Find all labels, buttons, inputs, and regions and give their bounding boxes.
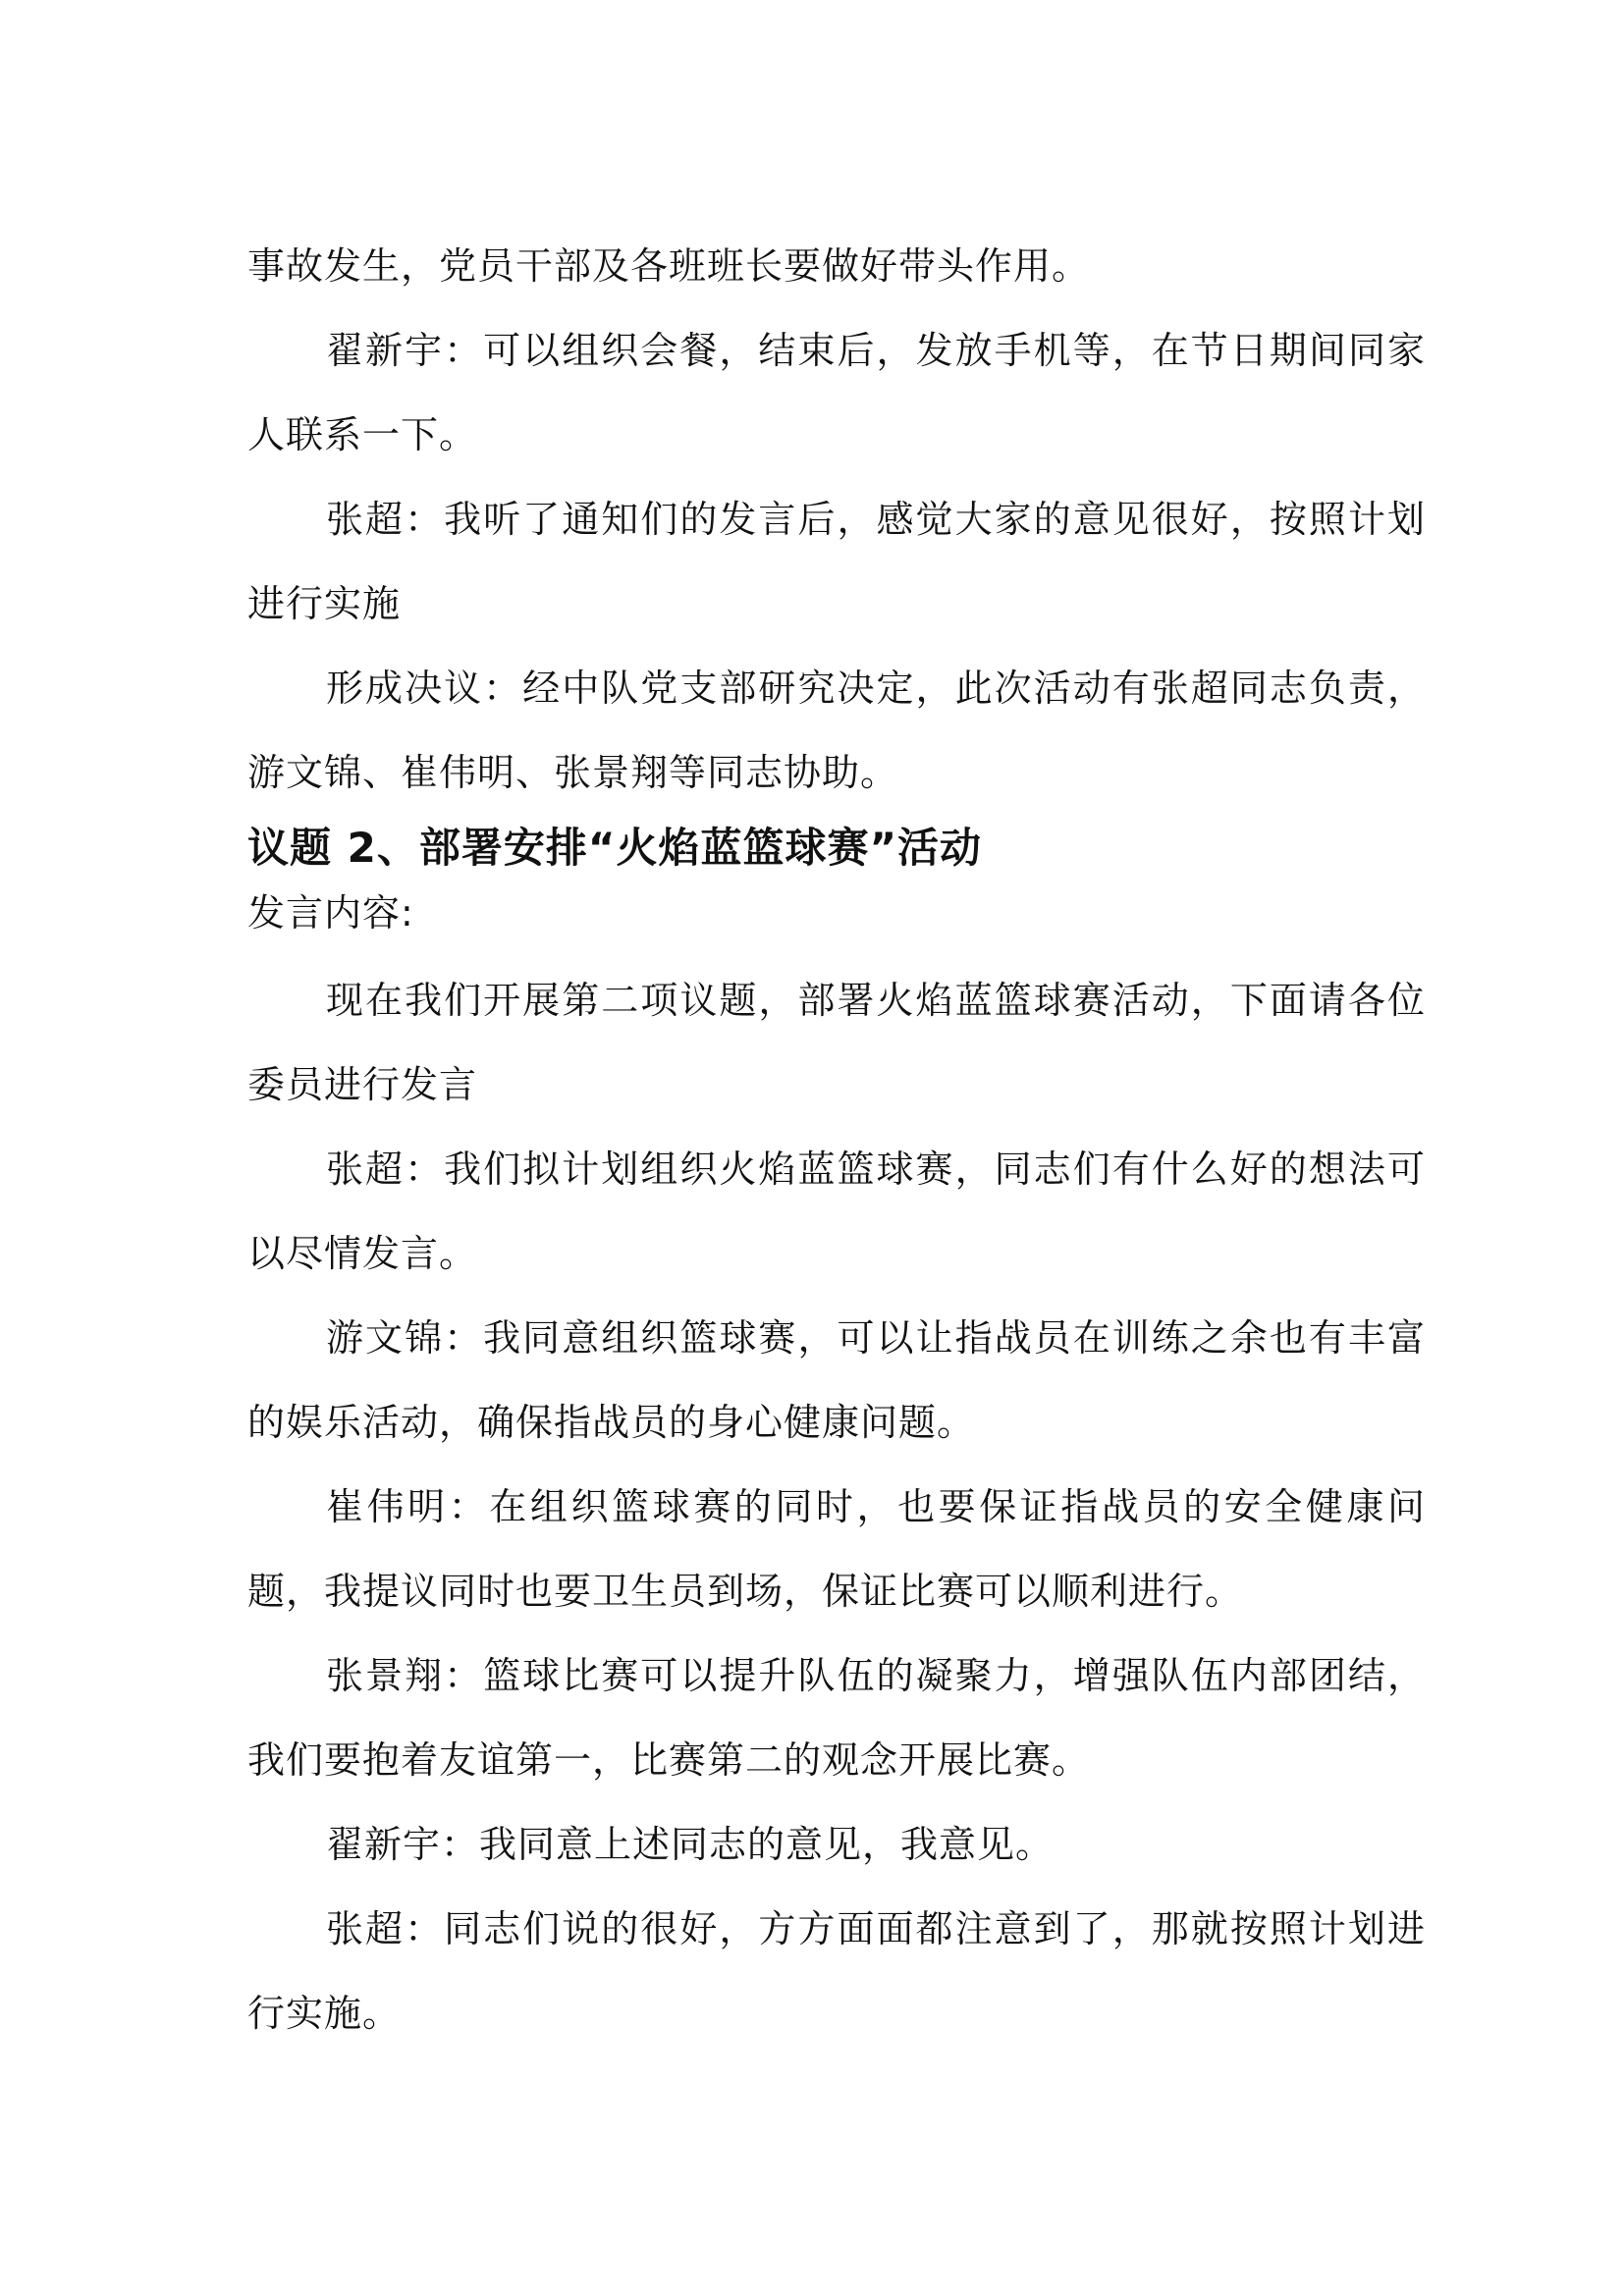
paragraph-speaker-zhang-chao: 张超：同志们说的很好，方方面面都注意到了，那就按照计划进行实施。	[247, 1907, 1426, 2035]
paragraph-speaker-zhai-xinyu: 翟新宇：我同意上述同志的意见，我意见。	[326, 1823, 1055, 1866]
paragraph-speaker-zhai-xinyu: 翟新宇：可以组织会餐，结束后，发放手机等，在节日期间同家人联系一下。	[247, 329, 1426, 456]
paragraph-speaker-zhang-chao: 张超：我听了通知们的发言后，感觉大家的意见很好，按照计划进行实施	[247, 498, 1426, 625]
paragraph-speaker-zhang-chao: 张超：我们拟计划组织火焰蓝篮球赛，同志们有什么好的想法可以尽情发言。	[247, 1148, 1426, 1275]
paragraph-resolution: 形成决议：经中队党支部研究决定，此次活动有张超同志负责，游文锦、崔伟明、张景翔等同志协助。	[247, 667, 1426, 794]
document-body	[247, 224, 1426, 2056]
speech-label: 发言内容:	[247, 891, 414, 934]
agenda-heading: 议题 2、部署安排“火焰蓝篮球赛”活动	[247, 824, 983, 872]
paragraph-continuation: 事故发生，党员干部及各班班长要做好带头作用。	[247, 244, 1091, 288]
paragraph-speaker-you-wenjin: 游文锦：我同意组织篮球赛，可以让指战员在训练之余也有丰富的娱乐活动，确保指战员的身心健康问题。	[247, 1316, 1426, 1444]
paragraph-opening: 现在我们开展第二项议题，部署火焰蓝篮球赛活动，下面请各位委员进行发言	[247, 979, 1426, 1106]
paragraph-speaker-cui-weiming: 崔伟明：在组织篮球赛的同时，也要保证指战员的安全健康问题，我提议同时也要卫生员到场，保证比赛可以顺利进行。	[247, 1485, 1426, 1613]
paragraph-speaker-zhang-jingxiang: 张景翔：篮球比赛可以提升队伍的凝聚力，增强队伍内部团结，我们要抱着友谊第一，比赛第二的观念开展比赛。	[247, 1654, 1426, 1782]
